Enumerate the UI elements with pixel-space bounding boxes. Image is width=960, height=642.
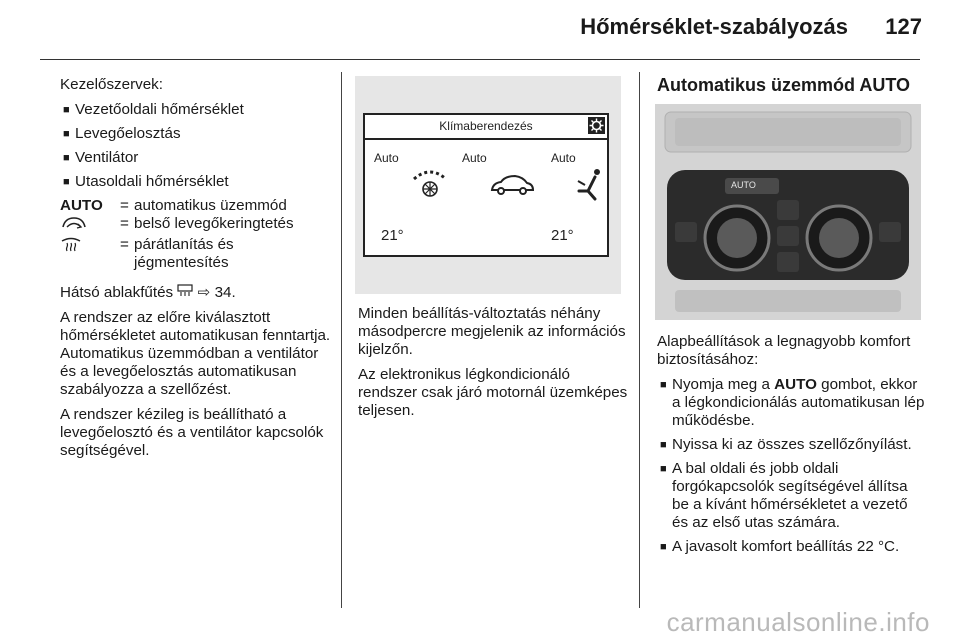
temp-left: 21° [381, 227, 404, 244]
square-bullet-icon: ■ [63, 104, 70, 116]
auto-label-left: Auto [374, 151, 399, 165]
auto-label-right: Auto [551, 151, 576, 165]
controls-intro: Kezelőszervek: [60, 76, 163, 93]
header-divider [40, 59, 920, 60]
square-bullet-icon: ■ [63, 152, 70, 164]
column-left [60, 76, 332, 467]
rear-window-heating-icon [177, 284, 193, 301]
paragraph: A rendszer az előre kiválasztott hőmérsékletet automatikusan fenntartja. Automatikus üzemmódban a ventilátor és a levegőelosztás automatikusan szabályozza a szellőzést. [60, 309, 331, 398]
list-item: ■ Nyomja meg a AUTO gombot, ekkor a légkondicionálás automatikusan lép működésbe. [660, 376, 925, 429]
list-item: ■ Nyissa ki az összes szellőzőnyílást. [660, 436, 912, 453]
list-item: ■ A javasolt komfort beállítás 22 °C. [660, 538, 900, 555]
page-title: Hőmérséklet-szabályozás [580, 14, 848, 39]
list-item: ■ Ventilátor [63, 149, 139, 166]
square-bullet-icon: ■ [660, 379, 667, 391]
list-item: ■ Levegőelosztás [63, 125, 181, 142]
column-center [358, 305, 628, 427]
square-bullet-icon: ■ [63, 128, 70, 140]
column-divider-2 [639, 72, 640, 608]
square-bullet-icon: ■ [660, 463, 667, 475]
column-right-heading [657, 76, 927, 104]
definition-row: AUTO = automatikus üzemmód [60, 197, 287, 214]
car-airflow-icon [489, 173, 535, 202]
definition-row: = belső levegőkeringtetés [60, 215, 332, 236]
page-number: 127 [885, 14, 922, 39]
defrost-icon [60, 236, 120, 272]
controls-list [60, 101, 332, 191]
climate-display-figure [355, 76, 621, 294]
info-display-screen [363, 113, 609, 257]
square-bullet-icon: ■ [63, 176, 70, 188]
symbol-definitions [60, 197, 332, 272]
fan-icon [409, 167, 451, 206]
recirculation-icon [60, 215, 120, 236]
screen-title: Klímaberendezés [365, 115, 607, 140]
list-item: ■ A bal oldali és jobb oldali forgókapcsolók segítségével állítsa be a kívánt hőmérsékletet a vezető és az első utas számára. [660, 460, 908, 531]
arrow-ref-icon: ⇨ [197, 284, 211, 301]
seat-airflow-icon [575, 167, 605, 206]
paragraph: Az elektronikus légkondicionáló rendszer csak járó motornál üzemképes teljesen. [358, 366, 628, 419]
square-bullet-icon: ■ [660, 541, 667, 553]
settings-icon [588, 117, 605, 134]
column-divider-1 [341, 72, 342, 608]
climate-panel-photo [655, 104, 921, 320]
paragraph: A rendszer kézileg is beállítható a levegőelosztó és a ventilátor kapcsolók segítségével. [60, 406, 324, 459]
temp-right: 21° [551, 227, 574, 244]
auto-symbol: AUTO [60, 197, 103, 214]
definition-row: = párátlanítás és jégmentesítés [60, 236, 332, 272]
paragraph: Alapbeállítások a legnagyobb komfort biztosításához: [657, 333, 911, 368]
watermark: carmanualsonline.info [666, 607, 930, 637]
auto-button: AUTO [731, 180, 756, 190]
auto-label-center: Auto [462, 151, 487, 165]
paragraph: Minden beállítás-változtatás néhány másodpercre megjelenik az információs kijelzőn. [358, 305, 626, 358]
square-bullet-icon: ■ [660, 439, 667, 451]
list-item: ■ Utasoldali hőmérséklet [63, 173, 229, 190]
rear-heating-reference: Hátsó ablakfűtés ⇨ 34. [60, 284, 236, 301]
list-item: ■ Vezetőoldali hőmérséklet [63, 101, 244, 118]
section-heading: Automatikus üzemmód AUTO [657, 75, 911, 95]
column-right [657, 333, 927, 562]
